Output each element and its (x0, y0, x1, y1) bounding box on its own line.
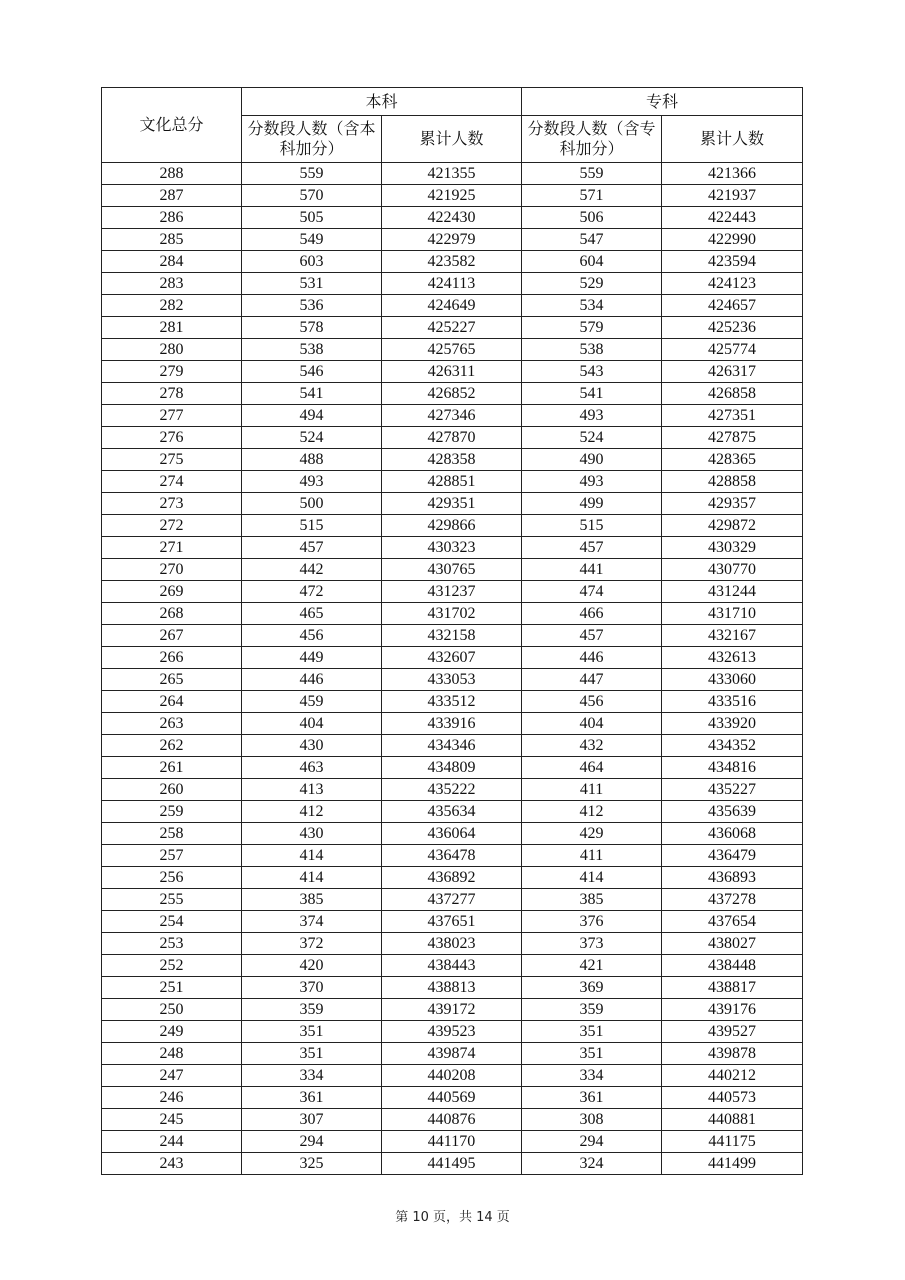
zhuanke-cumulative-cell: 440881 (662, 1109, 803, 1131)
zhuanke-segment-cell: 493 (522, 405, 662, 427)
benke-cumulative-cell: 422430 (382, 207, 522, 229)
benke-cumulative-cell: 430765 (382, 559, 522, 581)
header-group-zhuanke: 专科 (522, 88, 803, 116)
benke-segment-cell: 603 (242, 251, 382, 273)
zhuanke-cumulative-cell: 431244 (662, 581, 803, 603)
score-cell: 251 (102, 977, 242, 999)
benke-cumulative-cell: 435634 (382, 801, 522, 823)
table-body (102, 163, 803, 1175)
table-row (102, 1131, 803, 1153)
header-group-benke: 本科 (242, 88, 522, 116)
zhuanke-cumulative-cell: 427351 (662, 405, 803, 427)
zhuanke-segment-cell: 464 (522, 757, 662, 779)
benke-segment-cell: 536 (242, 295, 382, 317)
table-row (102, 559, 803, 581)
zhuanke-cumulative-cell: 421937 (662, 185, 803, 207)
benke-cumulative-cell: 426852 (382, 383, 522, 405)
zhuanke-cumulative-cell: 432167 (662, 625, 803, 647)
zhuanke-cumulative-cell: 432613 (662, 647, 803, 669)
benke-segment-cell: 294 (242, 1131, 382, 1153)
zhuanke-segment-cell: 493 (522, 471, 662, 493)
benke-segment-cell: 334 (242, 1065, 382, 1087)
benke-segment-cell: 546 (242, 361, 382, 383)
benke-segment-cell: 578 (242, 317, 382, 339)
benke-segment-cell: 463 (242, 757, 382, 779)
benke-cumulative-cell: 421925 (382, 185, 522, 207)
score-cell: 278 (102, 383, 242, 405)
table-row (102, 449, 803, 471)
benke-cumulative-cell: 429866 (382, 515, 522, 537)
score-distribution-table (101, 87, 803, 1175)
benke-segment-cell: 325 (242, 1153, 382, 1175)
zhuanke-cumulative-cell: 440573 (662, 1087, 803, 1109)
benke-cumulative-cell: 428358 (382, 449, 522, 471)
zhuanke-cumulative-cell: 425774 (662, 339, 803, 361)
zhuanke-cumulative-cell: 441175 (662, 1131, 803, 1153)
score-cell: 257 (102, 845, 242, 867)
zhuanke-segment-cell: 559 (522, 163, 662, 185)
zhuanke-segment-cell: 361 (522, 1087, 662, 1109)
zhuanke-segment-cell: 446 (522, 647, 662, 669)
score-cell: 249 (102, 1021, 242, 1043)
zhuanke-segment-cell: 543 (522, 361, 662, 383)
benke-segment-cell: 404 (242, 713, 382, 735)
header-benke-cumulative: 累计人数 (382, 116, 522, 163)
benke-segment-cell: 430 (242, 823, 382, 845)
benke-cumulative-cell: 430323 (382, 537, 522, 559)
table-row (102, 911, 803, 933)
zhuanke-cumulative-cell: 429357 (662, 493, 803, 515)
benke-cumulative-cell: 428851 (382, 471, 522, 493)
benke-segment-cell: 420 (242, 955, 382, 977)
benke-cumulative-cell: 438813 (382, 977, 522, 999)
zhuanke-segment-cell: 457 (522, 625, 662, 647)
benke-cumulative-cell: 422979 (382, 229, 522, 251)
score-cell: 253 (102, 933, 242, 955)
score-cell: 254 (102, 911, 242, 933)
score-cell: 286 (102, 207, 242, 229)
score-cell: 266 (102, 647, 242, 669)
zhuanke-cumulative-cell: 424657 (662, 295, 803, 317)
table-row (102, 801, 803, 823)
benke-cumulative-cell: 432158 (382, 625, 522, 647)
score-cell: 284 (102, 251, 242, 273)
zhuanke-segment-cell: 334 (522, 1065, 662, 1087)
zhuanke-segment-cell: 524 (522, 427, 662, 449)
benke-segment-cell: 374 (242, 911, 382, 933)
zhuanke-cumulative-cell: 434816 (662, 757, 803, 779)
zhuanke-cumulative-cell: 434352 (662, 735, 803, 757)
zhuanke-cumulative-cell: 437278 (662, 889, 803, 911)
header-score: 文化总分 (102, 88, 242, 163)
zhuanke-cumulative-cell: 428858 (662, 471, 803, 493)
zhuanke-segment-cell: 376 (522, 911, 662, 933)
zhuanke-segment-cell: 499 (522, 493, 662, 515)
score-cell: 276 (102, 427, 242, 449)
table-row (102, 1065, 803, 1087)
table-row (102, 779, 803, 801)
benke-cumulative-cell: 434809 (382, 757, 522, 779)
score-cell: 259 (102, 801, 242, 823)
benke-cumulative-cell: 436892 (382, 867, 522, 889)
zhuanke-cumulative-cell: 436068 (662, 823, 803, 845)
zhuanke-segment-cell: 490 (522, 449, 662, 471)
table-row (102, 933, 803, 955)
table-row (102, 317, 803, 339)
header-benke-segment: 分数段人数（含本科加分） (242, 116, 382, 163)
table-row (102, 251, 803, 273)
benke-cumulative-cell: 440569 (382, 1087, 522, 1109)
zhuanke-segment-cell: 541 (522, 383, 662, 405)
zhuanke-segment-cell: 351 (522, 1043, 662, 1065)
benke-segment-cell: 412 (242, 801, 382, 823)
table-row (102, 1043, 803, 1065)
benke-cumulative-cell: 438443 (382, 955, 522, 977)
score-cell: 252 (102, 955, 242, 977)
score-cell: 244 (102, 1131, 242, 1153)
zhuanke-cumulative-cell: 433060 (662, 669, 803, 691)
zhuanke-segment-cell: 515 (522, 515, 662, 537)
zhuanke-cumulative-cell: 438448 (662, 955, 803, 977)
zhuanke-segment-cell: 308 (522, 1109, 662, 1131)
zhuanke-segment-cell: 441 (522, 559, 662, 581)
score-cell: 279 (102, 361, 242, 383)
zhuanke-segment-cell: 447 (522, 669, 662, 691)
score-cell: 287 (102, 185, 242, 207)
benke-segment-cell: 459 (242, 691, 382, 713)
score-cell: 288 (102, 163, 242, 185)
benke-cumulative-cell: 429351 (382, 493, 522, 515)
zhuanke-segment-cell: 538 (522, 339, 662, 361)
table-row (102, 273, 803, 295)
zhuanke-segment-cell: 429 (522, 823, 662, 845)
zhuanke-segment-cell: 432 (522, 735, 662, 757)
table-row (102, 339, 803, 361)
table-row (102, 889, 803, 911)
benke-segment-cell: 430 (242, 735, 382, 757)
table-row (102, 977, 803, 999)
score-cell: 245 (102, 1109, 242, 1131)
table-row (102, 537, 803, 559)
header-zhuanke-cumulative: 累计人数 (662, 116, 803, 163)
score-cell: 277 (102, 405, 242, 427)
zhuanke-cumulative-cell: 431710 (662, 603, 803, 625)
score-cell: 261 (102, 757, 242, 779)
zhuanke-cumulative-cell: 427875 (662, 427, 803, 449)
table-row (102, 185, 803, 207)
benke-segment-cell: 413 (242, 779, 382, 801)
score-cell: 274 (102, 471, 242, 493)
benke-cumulative-cell: 438023 (382, 933, 522, 955)
benke-segment-cell: 370 (242, 977, 382, 999)
benke-cumulative-cell: 435222 (382, 779, 522, 801)
benke-segment-cell: 505 (242, 207, 382, 229)
benke-segment-cell: 385 (242, 889, 382, 911)
benke-segment-cell: 549 (242, 229, 382, 251)
header-zhuanke-segment: 分数段人数（含专科加分） (522, 116, 662, 163)
table-row (102, 405, 803, 427)
score-cell: 267 (102, 625, 242, 647)
score-cell: 269 (102, 581, 242, 603)
zhuanke-segment-cell: 421 (522, 955, 662, 977)
benke-segment-cell: 515 (242, 515, 382, 537)
score-cell: 255 (102, 889, 242, 911)
score-cell: 258 (102, 823, 242, 845)
table-row (102, 581, 803, 603)
benke-cumulative-cell: 431237 (382, 581, 522, 603)
zhuanke-segment-cell: 547 (522, 229, 662, 251)
score-cell: 281 (102, 317, 242, 339)
zhuanke-segment-cell: 414 (522, 867, 662, 889)
zhuanke-segment-cell: 369 (522, 977, 662, 999)
benke-segment-cell: 524 (242, 427, 382, 449)
score-cell: 256 (102, 867, 242, 889)
benke-cumulative-cell: 423582 (382, 251, 522, 273)
table-row (102, 1021, 803, 1043)
score-cell: 283 (102, 273, 242, 295)
benke-segment-cell: 456 (242, 625, 382, 647)
score-cell: 285 (102, 229, 242, 251)
benke-segment-cell: 414 (242, 867, 382, 889)
benke-segment-cell: 359 (242, 999, 382, 1021)
benke-segment-cell: 488 (242, 449, 382, 471)
score-cell: 262 (102, 735, 242, 757)
benke-cumulative-cell: 440208 (382, 1065, 522, 1087)
table-row (102, 361, 803, 383)
benke-segment-cell: 414 (242, 845, 382, 867)
benke-segment-cell: 538 (242, 339, 382, 361)
score-cell: 275 (102, 449, 242, 471)
table-row (102, 207, 803, 229)
benke-segment-cell: 351 (242, 1021, 382, 1043)
zhuanke-segment-cell: 506 (522, 207, 662, 229)
zhuanke-cumulative-cell: 426858 (662, 383, 803, 405)
table-row (102, 471, 803, 493)
zhuanke-segment-cell: 385 (522, 889, 662, 911)
zhuanke-cumulative-cell: 439878 (662, 1043, 803, 1065)
benke-segment-cell: 361 (242, 1087, 382, 1109)
benke-segment-cell: 442 (242, 559, 382, 581)
zhuanke-cumulative-cell: 435227 (662, 779, 803, 801)
benke-segment-cell: 351 (242, 1043, 382, 1065)
zhuanke-cumulative-cell: 423594 (662, 251, 803, 273)
table-row (102, 603, 803, 625)
benke-cumulative-cell: 424113 (382, 273, 522, 295)
score-cell: 263 (102, 713, 242, 735)
table-row (102, 647, 803, 669)
zhuanke-segment-cell: 529 (522, 273, 662, 295)
zhuanke-cumulative-cell: 441499 (662, 1153, 803, 1175)
table-row (102, 757, 803, 779)
table-row (102, 713, 803, 735)
benke-segment-cell: 559 (242, 163, 382, 185)
benke-cumulative-cell: 441495 (382, 1153, 522, 1175)
zhuanke-cumulative-cell: 422990 (662, 229, 803, 251)
table-row (102, 691, 803, 713)
table-row (102, 229, 803, 251)
benke-segment-cell: 307 (242, 1109, 382, 1131)
benke-segment-cell: 531 (242, 273, 382, 295)
score-cell: 268 (102, 603, 242, 625)
score-cell: 265 (102, 669, 242, 691)
zhuanke-cumulative-cell: 433920 (662, 713, 803, 735)
table-row (102, 163, 803, 185)
table-row (102, 999, 803, 1021)
zhuanke-segment-cell: 456 (522, 691, 662, 713)
zhuanke-segment-cell: 457 (522, 537, 662, 559)
benke-cumulative-cell: 436064 (382, 823, 522, 845)
benke-cumulative-cell: 437651 (382, 911, 522, 933)
table-row (102, 867, 803, 889)
benke-segment-cell: 449 (242, 647, 382, 669)
zhuanke-cumulative-cell: 440212 (662, 1065, 803, 1087)
benke-segment-cell: 500 (242, 493, 382, 515)
score-cell: 272 (102, 515, 242, 537)
zhuanke-cumulative-cell: 436479 (662, 845, 803, 867)
zhuanke-segment-cell: 404 (522, 713, 662, 735)
zhuanke-segment-cell: 359 (522, 999, 662, 1021)
score-cell: 246 (102, 1087, 242, 1109)
zhuanke-cumulative-cell: 436893 (662, 867, 803, 889)
table-row (102, 427, 803, 449)
benke-cumulative-cell: 439523 (382, 1021, 522, 1043)
zhuanke-cumulative-cell: 425236 (662, 317, 803, 339)
score-cell: 270 (102, 559, 242, 581)
zhuanke-segment-cell: 411 (522, 845, 662, 867)
zhuanke-segment-cell: 466 (522, 603, 662, 625)
benke-cumulative-cell: 421355 (382, 163, 522, 185)
benke-cumulative-cell: 427870 (382, 427, 522, 449)
zhuanke-cumulative-cell: 422443 (662, 207, 803, 229)
table-row (102, 823, 803, 845)
benke-cumulative-cell: 431702 (382, 603, 522, 625)
zhuanke-segment-cell: 324 (522, 1153, 662, 1175)
score-cell: 271 (102, 537, 242, 559)
zhuanke-cumulative-cell: 438027 (662, 933, 803, 955)
benke-cumulative-cell: 434346 (382, 735, 522, 757)
benke-cumulative-cell: 439874 (382, 1043, 522, 1065)
benke-cumulative-cell: 426311 (382, 361, 522, 383)
benke-cumulative-cell: 439172 (382, 999, 522, 1021)
score-cell: 282 (102, 295, 242, 317)
zhuanke-cumulative-cell: 421366 (662, 163, 803, 185)
benke-segment-cell: 541 (242, 383, 382, 405)
benke-cumulative-cell: 427346 (382, 405, 522, 427)
zhuanke-segment-cell: 579 (522, 317, 662, 339)
benke-segment-cell: 446 (242, 669, 382, 691)
zhuanke-segment-cell: 604 (522, 251, 662, 273)
zhuanke-cumulative-cell: 433516 (662, 691, 803, 713)
table-row (102, 1109, 803, 1131)
table-row (102, 845, 803, 867)
zhuanke-segment-cell: 571 (522, 185, 662, 207)
benke-segment-cell: 494 (242, 405, 382, 427)
zhuanke-cumulative-cell: 435639 (662, 801, 803, 823)
zhuanke-segment-cell: 411 (522, 779, 662, 801)
zhuanke-cumulative-cell: 426317 (662, 361, 803, 383)
benke-cumulative-cell: 432607 (382, 647, 522, 669)
benke-segment-cell: 457 (242, 537, 382, 559)
benke-cumulative-cell: 436478 (382, 845, 522, 867)
zhuanke-segment-cell: 373 (522, 933, 662, 955)
zhuanke-cumulative-cell: 430329 (662, 537, 803, 559)
benke-cumulative-cell: 433053 (382, 669, 522, 691)
benke-segment-cell: 465 (242, 603, 382, 625)
zhuanke-segment-cell: 351 (522, 1021, 662, 1043)
score-cell: 243 (102, 1153, 242, 1175)
zhuanke-segment-cell: 474 (522, 581, 662, 603)
benke-segment-cell: 472 (242, 581, 382, 603)
score-cell: 260 (102, 779, 242, 801)
table-row (102, 625, 803, 647)
score-cell: 248 (102, 1043, 242, 1065)
zhuanke-cumulative-cell: 430770 (662, 559, 803, 581)
table-row (102, 515, 803, 537)
zhuanke-segment-cell: 534 (522, 295, 662, 317)
benke-cumulative-cell: 441170 (382, 1131, 522, 1153)
table-row (102, 295, 803, 317)
zhuanke-cumulative-cell: 439176 (662, 999, 803, 1021)
table-row (102, 735, 803, 757)
table-row (102, 1153, 803, 1175)
zhuanke-cumulative-cell: 428365 (662, 449, 803, 471)
zhuanke-segment-cell: 294 (522, 1131, 662, 1153)
zhuanke-cumulative-cell: 439527 (662, 1021, 803, 1043)
table-row (102, 493, 803, 515)
benke-segment-cell: 493 (242, 471, 382, 493)
benke-cumulative-cell: 425765 (382, 339, 522, 361)
table-row (102, 1087, 803, 1109)
benke-cumulative-cell: 425227 (382, 317, 522, 339)
benke-cumulative-cell: 424649 (382, 295, 522, 317)
table-row (102, 669, 803, 691)
benke-cumulative-cell: 433512 (382, 691, 522, 713)
zhuanke-segment-cell: 412 (522, 801, 662, 823)
score-cell: 273 (102, 493, 242, 515)
benke-segment-cell: 372 (242, 933, 382, 955)
table-row (102, 383, 803, 405)
score-cell: 247 (102, 1065, 242, 1087)
benke-segment-cell: 570 (242, 185, 382, 207)
score-cell: 280 (102, 339, 242, 361)
zhuanke-cumulative-cell: 424123 (662, 273, 803, 295)
page-footer: 第 10 页，共 14 页 (395, 1210, 510, 1225)
benke-cumulative-cell: 433916 (382, 713, 522, 735)
score-cell: 264 (102, 691, 242, 713)
zhuanke-cumulative-cell: 429872 (662, 515, 803, 537)
benke-cumulative-cell: 437277 (382, 889, 522, 911)
zhuanke-cumulative-cell: 438817 (662, 977, 803, 999)
benke-cumulative-cell: 440876 (382, 1109, 522, 1131)
score-cell: 250 (102, 999, 242, 1021)
zhuanke-cumulative-cell: 437654 (662, 911, 803, 933)
table-row (102, 955, 803, 977)
